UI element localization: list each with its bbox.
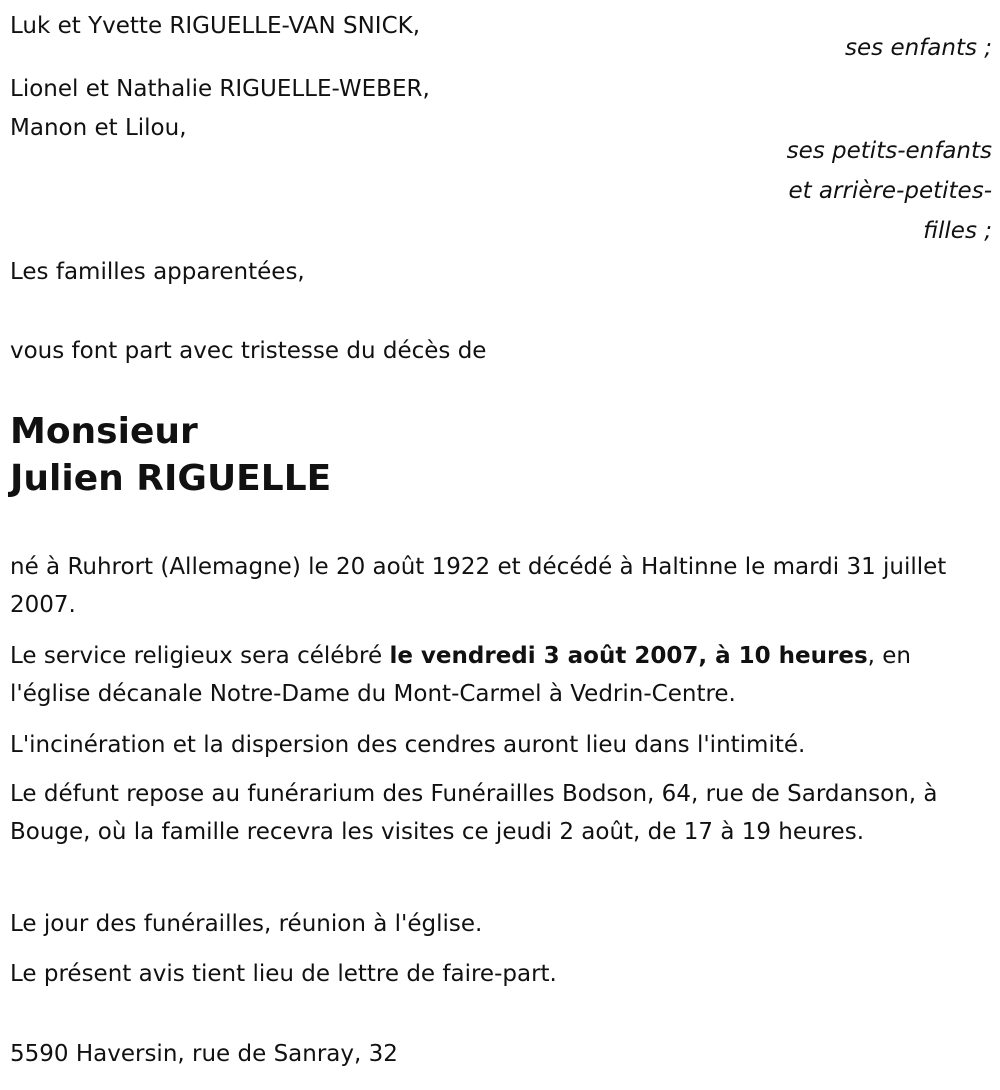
meeting-details: Le jour des funérailles, réunion à l'église. <box>10 911 483 937</box>
grandchildren-line-2: Manon et Lilou, <box>10 115 187 141</box>
obituary-notice <box>10 0 992 1090</box>
announcement-intro: vous font part avec tristesse du décès de <box>10 338 487 364</box>
grandchildren-role-line-1: ses petits-enfants <box>786 138 992 164</box>
rest-details: Le défunt repose au funérarium des Funérailles Bodson, 64, rue de Sardanson, à Bouge, où la famille recevra les visites ce jeudi 2 août, de 17 à 19 heures. <box>10 781 938 845</box>
relatives: Les familles apparentées, <box>10 259 305 285</box>
grandchildren-role-line-3: filles ; <box>923 218 992 244</box>
birth-death-details: né à Ruhrort (Allemagne) le 20 août 1922 et décédé à Haltinne le mardi 31 juillet 2007. <box>10 554 947 618</box>
grandchildren-role-line-2: et arrière-petites- <box>788 178 992 204</box>
grandchildren-line-1: Lionel et Nathalie RIGUELLE-WEBER, <box>10 76 430 102</box>
deceased-name: Julien RIGUELLE <box>10 458 332 499</box>
notice-text: Le présent avis tient lieu de lettre de faire-part. <box>10 961 557 987</box>
cremation-details: L'incinération et la dispersion des cendres auront lieu dans l'intimité. <box>10 732 806 758</box>
service-text-before: Le service religieux sera célébré <box>10 643 390 669</box>
address: 5590 Haversin, rue de Sanray, 32 <box>10 1041 398 1067</box>
children-role: ses enfants ; <box>845 35 992 61</box>
service-details <box>10 637 990 713</box>
children-names: Luk et Yvette RIGUELLE-VAN SNICK, <box>10 13 421 39</box>
service-date-time: le vendredi 3 août 2007, à 10 heures <box>389 643 868 669</box>
service-text-after: , en l'église décanale Notre-Dame du Mont-Carmel à Vedrin-Centre. <box>10 643 912 707</box>
deceased-title: Monsieur <box>10 411 198 452</box>
